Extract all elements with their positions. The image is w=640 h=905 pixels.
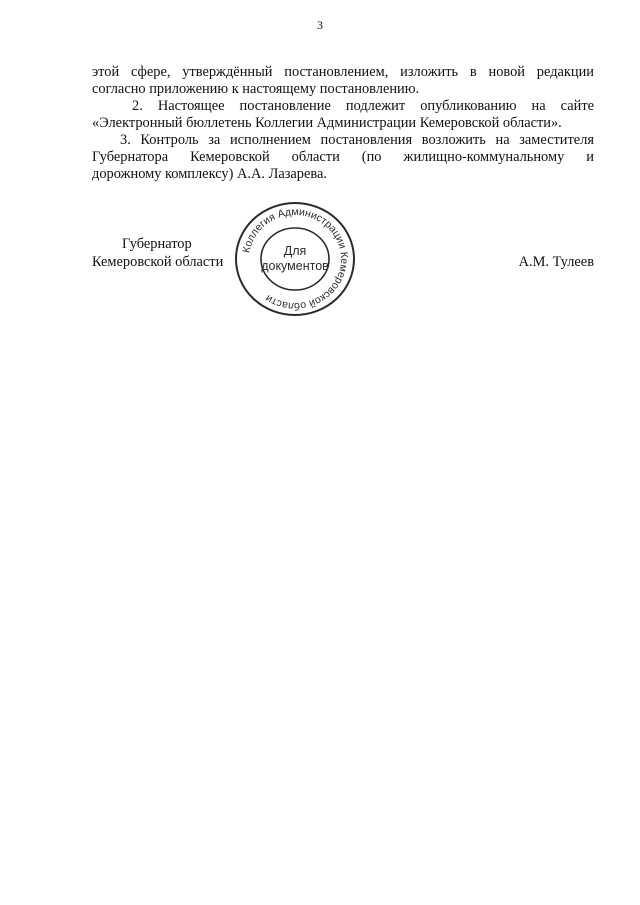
stamp-center-line-1: Для — [283, 244, 307, 258]
paragraph-2-line-2: «Электронный бюллетень Коллегии Администрации Кемеровской области». — [92, 115, 562, 131]
stamp-ring-text: Коллегия Администрации Кемеровской области — [240, 205, 351, 313]
paragraph-2-line-1: 2. Настоящее постановление подлежит опубликованию на сайте — [132, 98, 594, 114]
page-number: 3 — [317, 18, 323, 32]
official-stamp — [232, 200, 358, 318]
paragraph-3-line-3: дорожному комплексу) А.А. Лазарева. — [92, 166, 327, 182]
document-body — [92, 64, 594, 183]
stamp-center-line-2: документов — [261, 259, 329, 273]
signatory-name: А.М. Тулеев — [518, 254, 594, 270]
paragraph-1-line-2: согласно приложению к настоящему постановлению. — [92, 81, 420, 97]
paragraph-3-line-1: 3. Контроль за исполнением постановления возложить на заместителя — [120, 132, 594, 148]
signatory-title: Губернатор — [122, 236, 192, 252]
paragraph-3-line-2: Губернатора Кемеровской области (по жилищно-коммунальному и — [92, 149, 594, 165]
paragraph-1-line-1: этой сфере, утверждённый постановлением, изложить в новой редакции — [92, 64, 594, 80]
signatory-region: Кемеровской области — [92, 254, 224, 270]
